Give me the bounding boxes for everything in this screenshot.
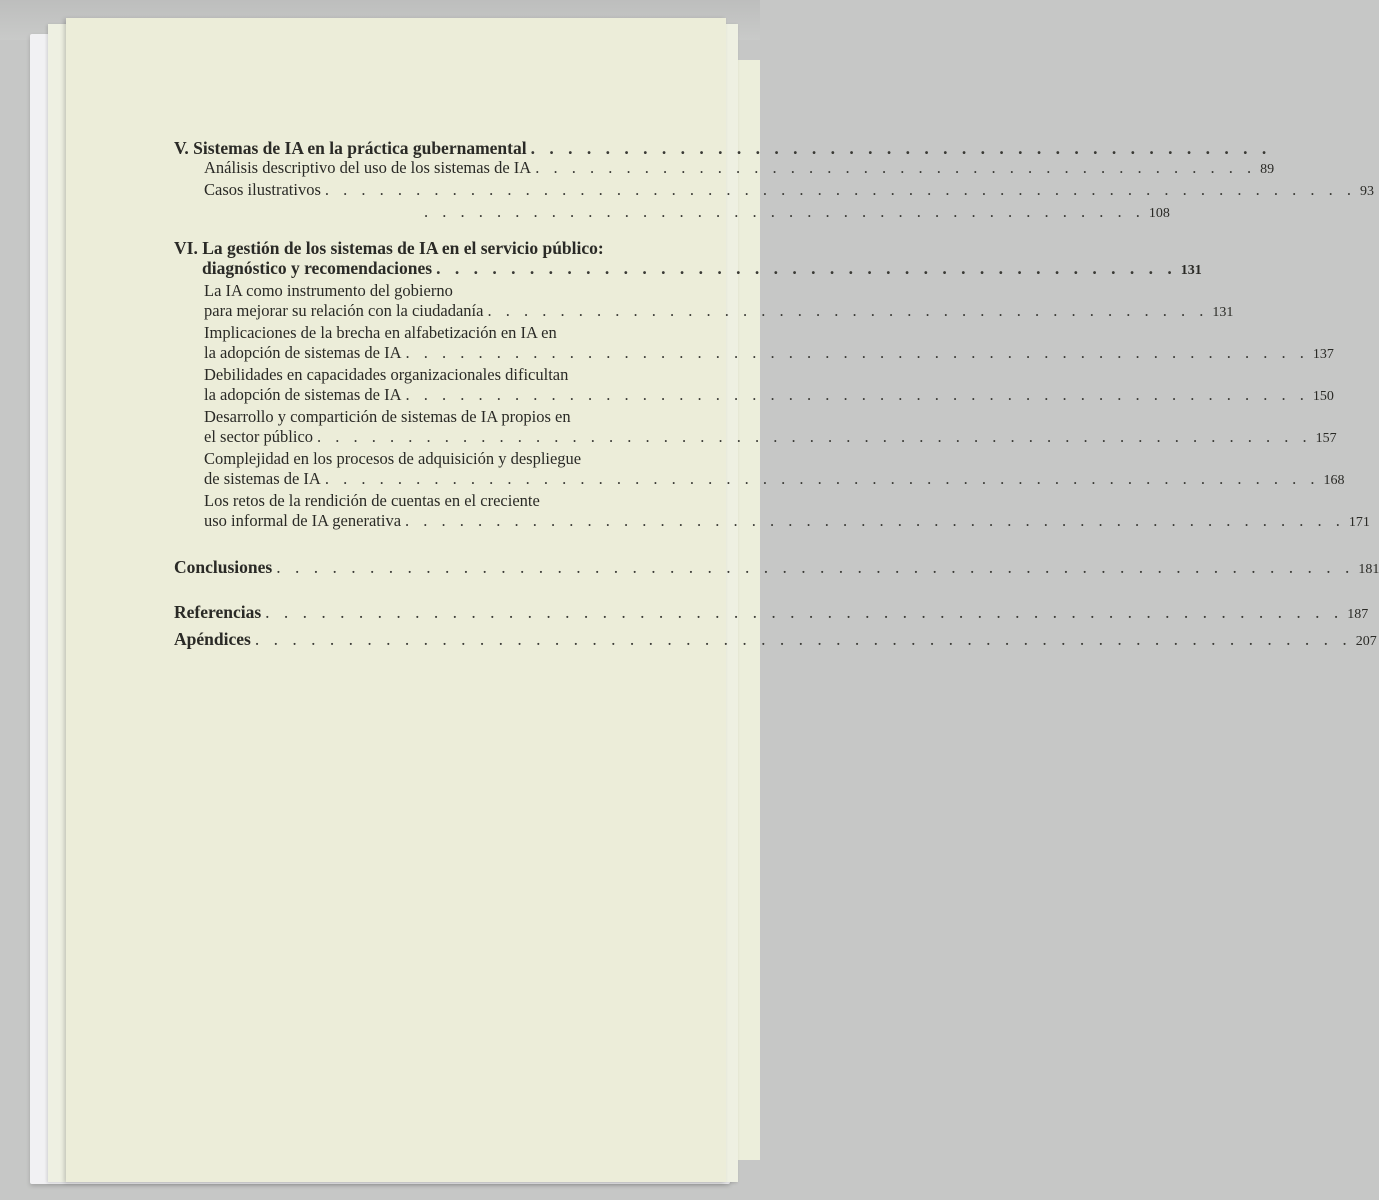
leader-dots: . . . . . . . . . . . . . . . . . . . . . . . . . . . . . . . . . . . . . . . . . . . . . . . . . . . . . . . . . . . [254, 629, 1352, 649]
toc-item[interactable] [174, 158, 1275, 180]
leader-dots: . . . . . . . . . . . . . . . . . . . . . . . . . . . . . . . . . . . . . . . . . . . . . . . . . . [405, 385, 1309, 404]
toc-item-text: uso informal de IA generativa [204, 511, 402, 530]
page-number: 137 [1312, 347, 1334, 362]
toc-item[interactable] [174, 202, 1170, 224]
page-number: 157 [1315, 431, 1337, 446]
toc-item[interactable] [174, 427, 1337, 449]
toc-item[interactable] [174, 343, 1334, 365]
leader-dots: . . . . . . . . . . . . . . . . . . . . . . . . . . . . . . . . . . . . . . . . [530, 138, 1272, 158]
page-number: 89 [1260, 162, 1275, 177]
leader-dots: . . . . . . . . . . . . . . . . . . . . . . . . . . . . . . . . . . . . . . . . [535, 158, 1257, 177]
toc-item-text: de sistemas de IA [204, 469, 321, 488]
leader-dots: . . . . . . . . . . . . . . . . . . . . . . . . . . . . . . . . . . . . . . . . [424, 202, 1145, 221]
toc-conclusiones[interactable] [174, 557, 1379, 580]
page-number: 181 [1358, 562, 1379, 577]
toc-apendices[interactable] [174, 629, 1377, 652]
chapter-vi-title-line2: diagnóstico y recomendaciones [202, 258, 433, 278]
chapter-v-title: V. Sistemas de IA en la práctica gubernamental [174, 138, 527, 158]
leader-dots: . . . . . . . . . . . . . . . . . . . . . . . . . . . . . . . . . . . . . . . . . . . . . . . . . . . . . . . . . [324, 180, 1357, 199]
page-number: 108 [1148, 206, 1170, 221]
leader-dots: . . . . . . . . . . . . . . . . . . . . . . . . . . . . . . . . . . . . . . . . [487, 301, 1209, 320]
toc-referencias[interactable] [174, 602, 1369, 625]
toc-item-line1[interactable]: Desarrollo y compartición de sistemas de IA propios en [204, 407, 571, 426]
toc-item-text: la adopción de sistemas de IA [204, 385, 402, 404]
page-number: 187 [1347, 607, 1369, 622]
toc-item[interactable] [174, 180, 1375, 202]
leader-dots: . . . . . . . . . . . . . . . . . . . . . . . . . . . . . . . . . . . . . . . . . . . . . . . . . . . . . . . . . . [276, 557, 1355, 577]
leader-dots: . . . . . . . . . . . . . . . . . . . . . . . . . . . . . . . . . . . . . . . . . . . . . . . . . . [405, 343, 1309, 362]
toc-chapter-vi[interactable] [174, 258, 1202, 281]
leader-dots: . . . . . . . . . . . . . . . . . . . . . . . . . . . . . . . . . . . . . . . . [436, 258, 1177, 278]
leader-dots: . . . . . . . . . . . . . . . . . . . . . . . . . . . . . . . . . . . . . . . . . . . . . . . . . . . . [405, 511, 1345, 530]
toc-item-line1[interactable]: Implicaciones de la brecha en alfabetización en IA en [204, 323, 557, 342]
page-number: 150 [1312, 389, 1334, 404]
toc-item-line1[interactable]: Complejidad en los procesos de adquisición y despliegue [204, 449, 582, 468]
leader-dots: . . . . . . . . . . . . . . . . . . . . . . . . . . . . . . . . . . . . . . . . . . . . . . . . . . . . . . . . . . [265, 602, 1344, 622]
toc-item-line1[interactable]: La IA como instrumento del gobierno [204, 281, 453, 300]
page-number: 131 [1180, 263, 1202, 278]
toc-item-line1[interactable]: Los retos de la rendición de cuentas en el creciente [204, 491, 540, 510]
toc-item[interactable] [174, 511, 1370, 533]
toc-chapter-vi-title-line1[interactable]: VI. La gestión de los sistemas de IA en el servicio público: [174, 238, 604, 258]
toc-item[interactable] [174, 301, 1234, 323]
toc-item[interactable] [174, 385, 1334, 407]
toc-item-text: Análisis descriptivo del uso de los sistemas de IA [204, 158, 532, 177]
page-number: 131 [1212, 305, 1234, 320]
toc-item-text: la adopción de sistemas de IA [204, 343, 402, 362]
page-number: 168 [1323, 473, 1345, 488]
toc-chapter-v[interactable] [174, 138, 1272, 158]
apendices-title: Apéndices [174, 629, 251, 649]
leader-dots: . . . . . . . . . . . . . . . . . . . . . . . . . . . . . . . . . . . . . . . . . . . . . . . . . . . . . . . [317, 427, 1312, 446]
conclusiones-title: Conclusiones [174, 557, 273, 577]
page-number: 207 [1355, 634, 1377, 649]
page-number: 93 [1360, 184, 1375, 199]
leader-dots: . . . . . . . . . . . . . . . . . . . . . . . . . . . . . . . . . . . . . . . . . . . . . . . . . . . . . . . [324, 469, 1320, 488]
page-number: 171 [1348, 515, 1370, 530]
table-of-contents [174, 138, 1379, 652]
toc-item-text: para mejorar su relación con la ciudadanía [204, 301, 484, 320]
toc-item-text: el sector público [204, 427, 314, 446]
toc-item-text: Casos ilustrativos [204, 180, 321, 199]
toc-item[interactable] [174, 469, 1345, 491]
referencias-title: Referencias [174, 602, 262, 622]
toc-item-line1[interactable]: Debilidades en capacidades organizacionales dificultan [204, 365, 569, 384]
